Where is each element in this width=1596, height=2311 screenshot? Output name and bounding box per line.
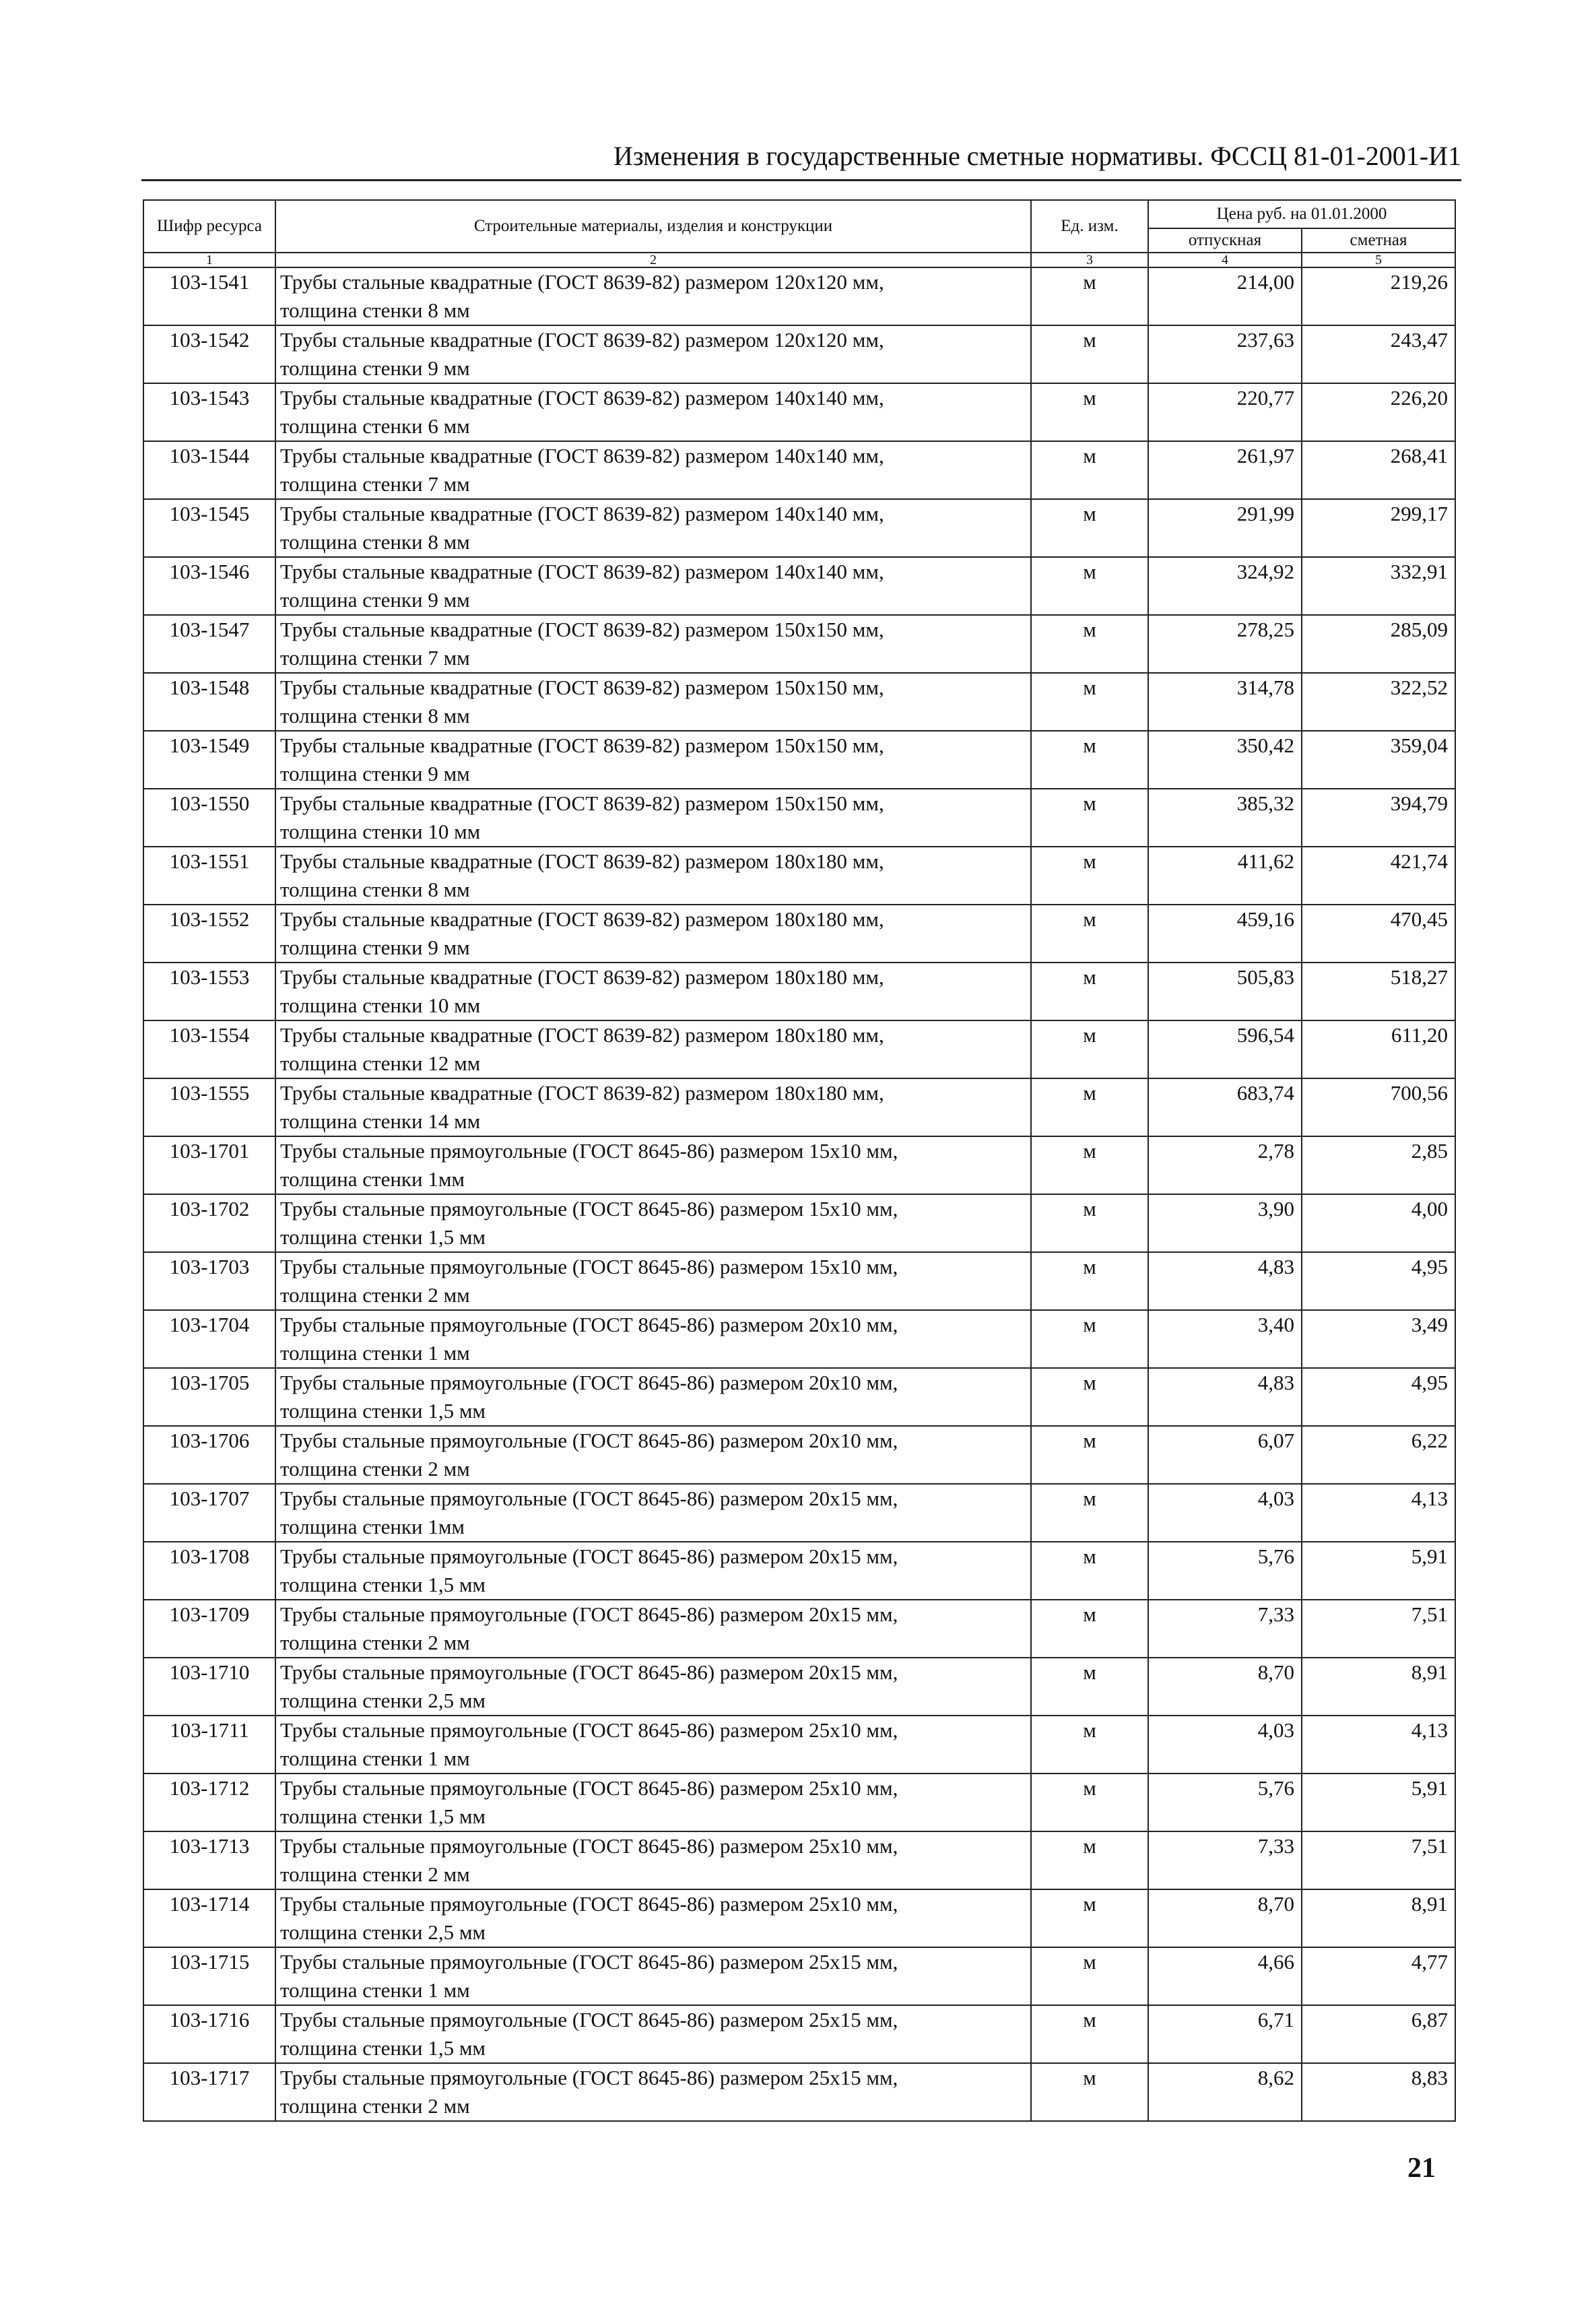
resource-code-cell: 103-1717 — [143, 2063, 275, 2121]
estimate-price-cell: 7,51 — [1302, 1600, 1455, 1658]
resource-code-cell: 103-1545 — [143, 499, 275, 557]
material-name-line: Трубы стальные прямоугольные (ГОСТ 8645-86) размером 20х15 мм, — [280, 1544, 898, 1568]
estimate-price-cell: 226,20 — [1302, 383, 1455, 441]
column-number-row — [143, 253, 1455, 267]
resource-code-cell: 103-1709 — [143, 1600, 275, 1658]
release-price-cell: 4,83 — [1148, 1252, 1302, 1310]
column-number: 5 — [1302, 253, 1455, 267]
resource-code-cell: 103-1702 — [143, 1194, 275, 1252]
resource-code-cell: 103-1546 — [143, 557, 275, 615]
wall-thickness-line: толщина стенки 2 мм — [280, 1631, 470, 1654]
wall-thickness-line: толщина стенки 1 мм — [280, 1341, 470, 1365]
resource-code-cell: 103-1701 — [143, 1136, 275, 1194]
unit-cell: м — [1031, 1484, 1148, 1542]
table-row — [143, 267, 1455, 325]
material-name-line: Трубы стальные прямоугольные (ГОСТ 8645-86) размером 20х10 мм, — [280, 1429, 898, 1452]
header-price-release: отпускная — [1148, 228, 1302, 253]
estimate-price-cell: 243,47 — [1302, 325, 1455, 383]
release-price-cell: 220,77 — [1148, 383, 1302, 441]
estimate-price-cell: 3,49 — [1302, 1310, 1455, 1368]
wall-thickness-line: толщина стенки 7 мм — [280, 472, 470, 496]
table-row — [143, 325, 1455, 383]
estimate-price-cell: 4,77 — [1302, 1947, 1455, 2005]
wall-thickness-line: толщина стенки 6 мм — [280, 414, 470, 438]
resource-code-cell: 103-1707 — [143, 1484, 275, 1542]
release-price-cell: 2,78 — [1148, 1136, 1302, 1194]
material-name-cell — [275, 905, 1031, 963]
material-name-line: Трубы стальные прямоугольные (ГОСТ 8645-86) размером 15х10 мм, — [280, 1255, 898, 1278]
estimate-price-cell: 219,26 — [1302, 267, 1455, 325]
resource-code-cell: 103-1550 — [143, 789, 275, 847]
unit-cell: м — [1031, 789, 1148, 847]
release-price-cell: 7,33 — [1148, 1831, 1302, 1889]
table-row — [143, 1773, 1455, 1831]
estimate-price-cell: 5,91 — [1302, 1542, 1455, 1600]
unit-cell: м — [1031, 1716, 1148, 1773]
wall-thickness-line: толщина стенки 1,5 мм — [280, 2036, 486, 2060]
material-name-cell — [275, 789, 1031, 847]
column-number: 4 — [1148, 253, 1302, 267]
material-name-cell — [275, 1947, 1031, 2005]
release-price-cell: 237,63 — [1148, 325, 1302, 383]
material-name-line: Трубы стальные квадратные (ГОСТ 8639-82) размером 180х180 мм, — [280, 1023, 884, 1047]
unit-cell: м — [1031, 557, 1148, 615]
table-row — [143, 1658, 1455, 1716]
resource-code-cell: 103-1703 — [143, 1252, 275, 1310]
release-price-cell: 291,99 — [1148, 499, 1302, 557]
header-price-group: Цена руб. на 01.01.2000 — [1148, 200, 1455, 228]
material-name-line: Трубы стальные прямоугольные (ГОСТ 8645-86) размером 20х10 мм, — [280, 1313, 898, 1336]
material-name-cell — [275, 1600, 1031, 1658]
resource-code-cell: 103-1714 — [143, 1889, 275, 1947]
table-row — [143, 1600, 1455, 1658]
unit-cell: м — [1031, 1310, 1148, 1368]
table-row — [143, 615, 1455, 673]
material-name-cell — [275, 1484, 1031, 1542]
release-price-cell: 4,66 — [1148, 1947, 1302, 2005]
release-price-cell: 4,03 — [1148, 1716, 1302, 1773]
table-row — [143, 1136, 1455, 1194]
estimate-price-cell: 4,13 — [1302, 1484, 1455, 1542]
material-name-cell — [275, 1542, 1031, 1600]
table-row — [143, 1889, 1455, 1947]
material-name-cell — [275, 1194, 1031, 1252]
table-row — [143, 1831, 1455, 1889]
wall-thickness-line: толщина стенки 1мм — [280, 1167, 465, 1191]
material-name-cell — [275, 1658, 1031, 1716]
resource-code-cell: 103-1547 — [143, 615, 275, 673]
wall-thickness-line: толщина стенки 9 мм — [280, 588, 470, 612]
release-price-cell: 5,76 — [1148, 1773, 1302, 1831]
release-price-cell: 278,25 — [1148, 615, 1302, 673]
resource-code-cell: 103-1543 — [143, 383, 275, 441]
material-name-cell — [275, 1831, 1031, 1889]
resource-code-cell: 103-1541 — [143, 267, 275, 325]
table-row — [143, 673, 1455, 731]
resource-code-cell: 103-1706 — [143, 1426, 275, 1484]
wall-thickness-line: толщина стенки 1мм — [280, 1515, 465, 1538]
estimate-price-cell: 7,51 — [1302, 1831, 1455, 1889]
resource-code-cell: 103-1553 — [143, 963, 275, 1020]
estimate-price-cell: 285,09 — [1302, 615, 1455, 673]
unit-cell: м — [1031, 673, 1148, 731]
material-name-line: Трубы стальные квадратные (ГОСТ 8639-82) размером 180х180 мм, — [280, 1081, 884, 1105]
release-price-cell: 6,07 — [1148, 1426, 1302, 1484]
unit-cell: м — [1031, 1194, 1148, 1252]
material-name-line: Трубы стальные квадратные (ГОСТ 8639-82) размером 150х150 мм, — [280, 676, 884, 699]
unit-cell: м — [1031, 1889, 1148, 1947]
wall-thickness-line: толщина стенки 14 мм — [280, 1109, 481, 1133]
material-name-line: Трубы стальные квадратные (ГОСТ 8639-82) размером 120х120 мм, — [280, 270, 884, 294]
material-name-line: Трубы стальные квадратные (ГОСТ 8639-82) размером 140х140 мм, — [280, 560, 884, 583]
material-name-line: Трубы стальные квадратные (ГОСТ 8639-82) размером 150х150 мм, — [280, 734, 884, 757]
estimate-price-cell: 394,79 — [1302, 789, 1455, 847]
wall-thickness-line: толщина стенки 7 мм — [280, 646, 470, 670]
material-name-cell — [275, 383, 1031, 441]
resource-code-cell: 103-1716 — [143, 2005, 275, 2063]
running-header: Изменения в государственные сметные нормативы. ФССЦ 81-01-2001-И1 — [613, 141, 1461, 171]
estimate-price-cell: 2,85 — [1302, 1136, 1455, 1194]
header-unit: Ед. изм. — [1031, 200, 1148, 253]
table-row — [143, 847, 1455, 905]
resource-code-cell: 103-1715 — [143, 1947, 275, 2005]
material-name-line: Трубы стальные прямоугольные (ГОСТ 8645-86) размером 15х10 мм, — [280, 1197, 898, 1220]
release-price-cell: 324,92 — [1148, 557, 1302, 615]
table-row — [143, 2063, 1455, 2121]
table-row — [143, 1310, 1455, 1368]
table-row — [143, 963, 1455, 1020]
release-price-cell: 6,71 — [1148, 2005, 1302, 2063]
estimate-price-cell: 6,22 — [1302, 1426, 1455, 1484]
material-name-line: Трубы стальные прямоугольные (ГОСТ 8645-86) размером 20х10 мм, — [280, 1371, 898, 1394]
wall-thickness-line: толщина стенки 2 мм — [280, 1283, 470, 1307]
wall-thickness-line: толщина стенки 10 мм — [280, 994, 481, 1017]
material-name-cell — [275, 557, 1031, 615]
material-name-cell — [275, 1889, 1031, 1947]
wall-thickness-line: толщина стенки 2 мм — [280, 2094, 470, 2118]
wall-thickness-line: толщина стенки 10 мм — [280, 820, 481, 843]
material-name-cell — [275, 1368, 1031, 1426]
material-name-cell — [275, 1078, 1031, 1136]
table-row — [143, 441, 1455, 499]
wall-thickness-line: толщина стенки 9 мм — [280, 356, 470, 380]
estimate-price-cell: 8,91 — [1302, 1658, 1455, 1716]
material-name-line: Трубы стальные квадратные (ГОСТ 8639-82) размером 140х140 мм, — [280, 444, 884, 467]
table-row — [143, 2005, 1455, 2063]
wall-thickness-line: толщина стенки 1,5 мм — [280, 1399, 486, 1423]
material-name-cell — [275, 1020, 1031, 1078]
resource-code-cell: 103-1551 — [143, 847, 275, 905]
resource-code-cell: 103-1712 — [143, 1773, 275, 1831]
release-price-cell: 4,83 — [1148, 1368, 1302, 1426]
unit-cell: м — [1031, 267, 1148, 325]
unit-cell: м — [1031, 1773, 1148, 1831]
material-name-line: Трубы стальные квадратные (ГОСТ 8639-82) размером 180х180 мм, — [280, 849, 884, 873]
resource-code-cell: 103-1710 — [143, 1658, 275, 1716]
table-row — [143, 789, 1455, 847]
material-name-cell — [275, 1310, 1031, 1368]
resource-code-cell: 103-1554 — [143, 1020, 275, 1078]
material-name-cell — [275, 325, 1031, 383]
material-name-line: Трубы стальные прямоугольные (ГОСТ 8645-86) размером 20х15 мм, — [280, 1487, 898, 1510]
header-name: Строительные материалы, изделия и конструкции — [275, 200, 1031, 253]
wall-thickness-line: толщина стенки 12 мм — [280, 1051, 481, 1075]
release-price-cell: 314,78 — [1148, 673, 1302, 731]
unit-cell: м — [1031, 847, 1148, 905]
wall-thickness-line: толщина стенки 9 мм — [280, 762, 470, 785]
release-price-cell: 385,32 — [1148, 789, 1302, 847]
material-name-cell — [275, 441, 1031, 499]
material-name-cell — [275, 267, 1031, 325]
release-price-cell: 411,62 — [1148, 847, 1302, 905]
wall-thickness-line: толщина стенки 2 мм — [280, 1862, 470, 1886]
estimate-price-cell: 4,00 — [1302, 1194, 1455, 1252]
unit-cell: м — [1031, 1020, 1148, 1078]
estimate-price-cell: 4,13 — [1302, 1716, 1455, 1773]
resource-code-cell: 103-1549 — [143, 731, 275, 789]
unit-cell: м — [1031, 1542, 1148, 1600]
material-name-line: Трубы стальные квадратные (ГОСТ 8639-82) размером 180х180 мм, — [280, 907, 884, 931]
unit-cell: м — [1031, 2005, 1148, 2063]
page-number: 21 — [1407, 2153, 1436, 2184]
resource-code-cell: 103-1555 — [143, 1078, 275, 1136]
release-price-cell: 4,03 — [1148, 1484, 1302, 1542]
wall-thickness-line: толщина стенки 2 мм — [280, 1457, 470, 1480]
estimate-price-cell: 700,56 — [1302, 1078, 1455, 1136]
header-code: Шифр ресурса — [143, 200, 275, 253]
price-table — [143, 199, 1456, 2122]
material-name-line: Трубы стальные прямоугольные (ГОСТ 8645-86) размером 25х10 мм, — [280, 1718, 898, 1742]
unit-cell: м — [1031, 905, 1148, 963]
estimate-price-cell: 8,91 — [1302, 1889, 1455, 1947]
estimate-price-cell: 8,83 — [1302, 2063, 1455, 2121]
release-price-cell: 596,54 — [1148, 1020, 1302, 1078]
release-price-cell: 459,16 — [1148, 905, 1302, 963]
estimate-price-cell: 4,95 — [1302, 1368, 1455, 1426]
estimate-price-cell: 6,87 — [1302, 2005, 1455, 2063]
estimate-price-cell: 470,45 — [1302, 905, 1455, 963]
material-name-cell — [275, 1773, 1031, 1831]
material-name-cell — [275, 2063, 1031, 2121]
material-name-line: Трубы стальные квадратные (ГОСТ 8639-82) размером 180х180 мм, — [280, 965, 884, 989]
unit-cell: м — [1031, 731, 1148, 789]
resource-code-cell: 103-1713 — [143, 1831, 275, 1889]
release-price-cell: 7,33 — [1148, 1600, 1302, 1658]
wall-thickness-line: толщина стенки 8 мм — [280, 704, 470, 727]
wall-thickness-line: толщина стенки 1 мм — [280, 1978, 470, 2002]
material-name-line: Трубы стальные прямоугольные (ГОСТ 8645-86) размером 25х10 мм, — [280, 1776, 898, 1800]
wall-thickness-line: толщина стенки 2,5 мм — [280, 1689, 486, 1712]
unit-cell: м — [1031, 1368, 1148, 1426]
table-row — [143, 1716, 1455, 1773]
unit-cell: м — [1031, 1078, 1148, 1136]
resource-code-cell: 103-1552 — [143, 905, 275, 963]
material-name-cell — [275, 963, 1031, 1020]
estimate-price-cell: 4,95 — [1302, 1252, 1455, 1310]
estimate-price-cell: 611,20 — [1302, 1020, 1455, 1078]
unit-cell: м — [1031, 1600, 1148, 1658]
header-rule — [141, 179, 1461, 181]
wall-thickness-line: толщина стенки 1,5 мм — [280, 1804, 486, 1828]
material-name-cell — [275, 499, 1031, 557]
header-price-estimate: сметная — [1302, 228, 1455, 253]
wall-thickness-line: толщина стенки 1,5 мм — [280, 1225, 486, 1249]
unit-cell: м — [1031, 383, 1148, 441]
material-name-line: Трубы стальные квадратные (ГОСТ 8639-82) размером 150х150 мм, — [280, 791, 884, 815]
release-price-cell: 8,70 — [1148, 1658, 1302, 1716]
unit-cell: м — [1031, 325, 1148, 383]
material-name-line: Трубы стальные квадратные (ГОСТ 8639-82) размером 140х140 мм, — [280, 386, 884, 410]
wall-thickness-line: толщина стенки 9 мм — [280, 936, 470, 959]
material-name-line: Трубы стальные квадратные (ГОСТ 8639-82) размером 140х140 мм, — [280, 502, 884, 525]
estimate-price-cell: 268,41 — [1302, 441, 1455, 499]
wall-thickness-line: толщина стенки 1 мм — [280, 1747, 470, 1770]
unit-cell: м — [1031, 499, 1148, 557]
resource-code-cell: 103-1705 — [143, 1368, 275, 1426]
material-name-line: Трубы стальные прямоугольные (ГОСТ 8645-86) размером 25х10 мм, — [280, 1892, 898, 1916]
unit-cell: м — [1031, 2063, 1148, 2121]
resource-code-cell: 103-1542 — [143, 325, 275, 383]
table-row — [143, 383, 1455, 441]
wall-thickness-line: толщина стенки 8 мм — [280, 878, 470, 901]
material-name-line: Трубы стальные прямоугольные (ГОСТ 8645-86) размером 25х15 мм, — [280, 2066, 898, 2089]
unit-cell: м — [1031, 963, 1148, 1020]
material-name-cell — [275, 2005, 1031, 2063]
unit-cell: м — [1031, 1426, 1148, 1484]
unit-cell: м — [1031, 1947, 1148, 2005]
material-name-line: Трубы стальные прямоугольные (ГОСТ 8645-86) размером 25х15 мм, — [280, 1950, 898, 1974]
wall-thickness-line: толщина стенки 1,5 мм — [280, 1573, 486, 1596]
release-price-cell: 8,62 — [1148, 2063, 1302, 2121]
material-name-line: Трубы стальные прямоугольные (ГОСТ 8645-86) размером 20х15 мм, — [280, 1660, 898, 1684]
material-name-cell — [275, 673, 1031, 731]
material-name-line: Трубы стальные квадратные (ГОСТ 8639-82) размером 150х150 мм, — [280, 618, 884, 641]
table-row — [143, 1542, 1455, 1600]
column-number: 1 — [143, 253, 275, 267]
release-price-cell: 3,90 — [1148, 1194, 1302, 1252]
unit-cell: м — [1031, 615, 1148, 673]
table-row — [143, 499, 1455, 557]
unit-cell: м — [1031, 1831, 1148, 1889]
release-price-cell: 214,00 — [1148, 267, 1302, 325]
unit-cell: м — [1031, 441, 1148, 499]
material-name-line: Трубы стальные прямоугольные (ГОСТ 8645-86) размером 25х10 мм, — [280, 1834, 898, 1858]
release-price-cell: 8,70 — [1148, 1889, 1302, 1947]
estimate-price-cell: 5,91 — [1302, 1773, 1455, 1831]
wall-thickness-line: толщина стенки 8 мм — [280, 298, 470, 322]
estimate-price-cell: 332,91 — [1302, 557, 1455, 615]
release-price-cell: 505,83 — [1148, 963, 1302, 1020]
table-row — [143, 1252, 1455, 1310]
resource-code-cell: 103-1708 — [143, 1542, 275, 1600]
release-price-cell: 261,97 — [1148, 441, 1302, 499]
material-name-cell — [275, 615, 1031, 673]
resource-code-cell: 103-1544 — [143, 441, 275, 499]
material-name-cell — [275, 1716, 1031, 1773]
wall-thickness-line: толщина стенки 8 мм — [280, 530, 470, 554]
material-name-cell — [275, 1426, 1031, 1484]
release-price-cell: 683,74 — [1148, 1078, 1302, 1136]
table-row — [143, 1078, 1455, 1136]
table-row — [143, 731, 1455, 789]
release-price-cell: 350,42 — [1148, 731, 1302, 789]
table-row — [143, 1947, 1455, 2005]
release-price-cell: 5,76 — [1148, 1542, 1302, 1600]
release-price-cell: 3,40 — [1148, 1310, 1302, 1368]
resource-code-cell: 103-1704 — [143, 1310, 275, 1368]
table-row — [143, 1426, 1455, 1484]
material-name-line: Трубы стальные прямоугольные (ГОСТ 8645-86) размером 20х15 мм, — [280, 1602, 898, 1626]
material-name-line: Трубы стальные прямоугольные (ГОСТ 8645-86) размером 25х15 мм, — [280, 2008, 898, 2031]
table-row — [143, 1368, 1455, 1426]
resource-code-cell: 103-1711 — [143, 1716, 275, 1773]
unit-cell: м — [1031, 1136, 1148, 1194]
estimate-price-cell: 518,27 — [1302, 963, 1455, 1020]
table-row — [143, 1484, 1455, 1542]
table-row — [143, 1020, 1455, 1078]
column-number: 3 — [1031, 253, 1148, 267]
material-name-cell — [275, 1252, 1031, 1310]
material-name-cell — [275, 731, 1031, 789]
material-name-cell — [275, 847, 1031, 905]
unit-cell: м — [1031, 1252, 1148, 1310]
table-row — [143, 1194, 1455, 1252]
wall-thickness-line: толщина стенки 2,5 мм — [280, 1920, 486, 1944]
column-number: 2 — [275, 253, 1031, 267]
estimate-price-cell: 322,52 — [1302, 673, 1455, 731]
table-header-row-1 — [143, 200, 1455, 228]
table-row — [143, 557, 1455, 615]
unit-cell: м — [1031, 1658, 1148, 1716]
estimate-price-cell: 299,17 — [1302, 499, 1455, 557]
estimate-price-cell: 359,04 — [1302, 731, 1455, 789]
resource-code-cell: 103-1548 — [143, 673, 275, 731]
estimate-price-cell: 421,74 — [1302, 847, 1455, 905]
material-name-line: Трубы стальные квадратные (ГОСТ 8639-82) размером 120х120 мм, — [280, 328, 884, 352]
table-row — [143, 905, 1455, 963]
material-name-cell — [275, 1136, 1031, 1194]
material-name-line: Трубы стальные прямоугольные (ГОСТ 8645-86) размером 15х10 мм, — [280, 1139, 898, 1163]
